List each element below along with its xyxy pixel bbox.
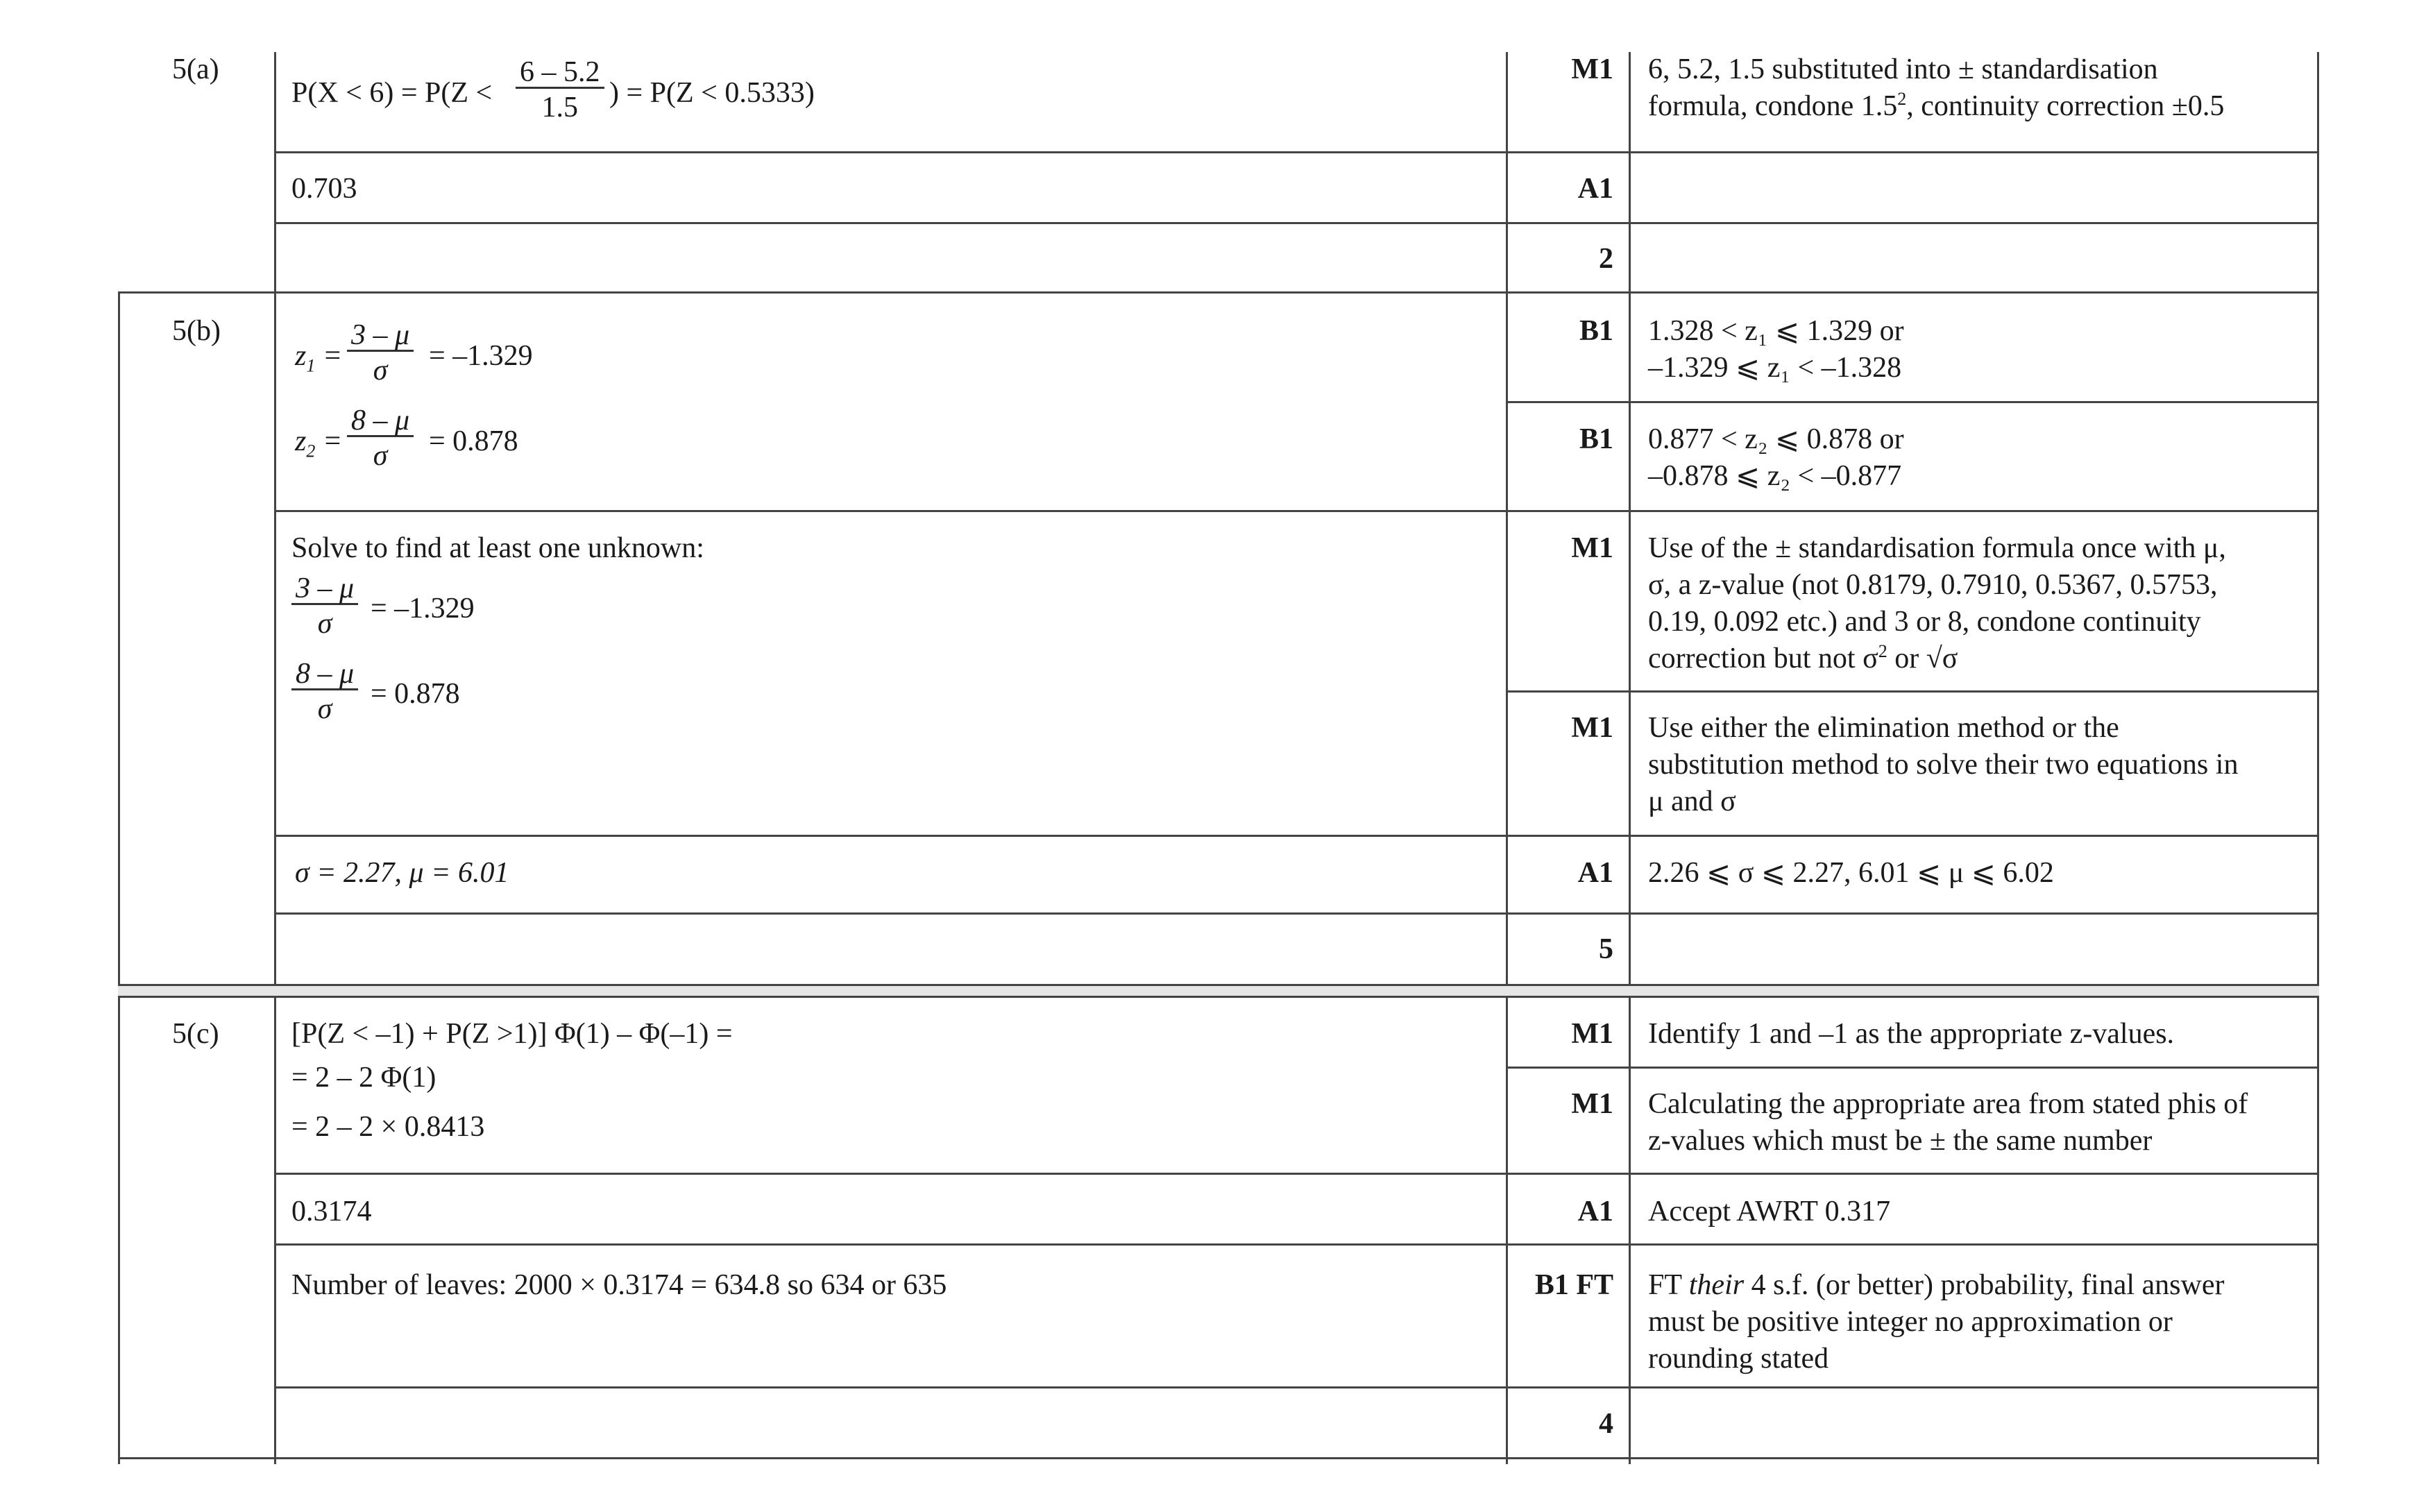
mark-code: A1 <box>1577 857 1613 889</box>
mark-code: M1 <box>1571 532 1613 564</box>
guidance-line: Identify 1 and –1 as the appropriate z-values. <box>1648 1018 2175 1050</box>
equation2-fraction <box>291 659 358 724</box>
z-symbol: z <box>295 425 307 457</box>
fraction-denominator: 1.5 <box>541 92 578 124</box>
guidance-line <box>1648 1267 2224 1304</box>
z1-label: $z_1$ = <box>295 340 343 376</box>
row-divider <box>1506 1067 2319 1069</box>
guidance-line: 0.19, 0.092 etc.) and 3 or 8, condone continuity <box>1648 606 2201 638</box>
row-divider <box>274 222 2319 224</box>
fraction-denominator: σ <box>373 355 388 387</box>
fraction-numerator: 6 – 5.2 <box>516 58 604 89</box>
total-marks: 4 <box>1599 1408 1613 1440</box>
row-divider <box>274 510 2319 512</box>
guidance-text: correction but not σ <box>1648 643 1878 674</box>
guidance-text: FT <box>1648 1269 1689 1301</box>
table-border-right <box>2317 52 2319 1464</box>
guidance-line: z-values which must be ± the same number <box>1648 1125 2153 1157</box>
guidance-line: must be positive integer no approximation or <box>1648 1306 2173 1338</box>
working-line: [P(Z < –1) + P(Z >1)] Φ(1) – Φ(–1) = <box>291 1018 733 1050</box>
mark-code: M1 <box>1571 1088 1613 1120</box>
mark-code: A1 <box>1577 173 1613 205</box>
z2-fraction <box>347 406 414 470</box>
final-answer: σ = 2.27, μ = 6.01 <box>295 857 509 889</box>
row-divider <box>274 912 2319 915</box>
guidance-text: , continuity correction ±0.5 <box>1906 90 2225 122</box>
fraction-numerator: 8 – μ <box>347 406 414 437</box>
row-divider <box>274 151 2319 153</box>
answer-value: 0.703 <box>291 173 357 205</box>
mark-code: M1 <box>1571 712 1613 744</box>
mark-code: A1 <box>1577 1196 1613 1228</box>
mark-code: B1 <box>1579 423 1613 455</box>
mark-code: B1 FT <box>1534 1269 1613 1301</box>
section-gap <box>118 986 2319 996</box>
guidance-line: –1.329 ⩽ z₁ < –1.328 <box>1648 352 1902 384</box>
guidance-line: 1.328 < z₁ ⩽ 1.329 or <box>1648 315 1904 347</box>
superscript: 2 <box>1878 641 1887 661</box>
table-border-left <box>118 291 120 1464</box>
superscript: 2 <box>1897 89 1907 109</box>
guidance-line: Use either the elimination method or the <box>1648 712 2119 744</box>
guidance-text: or √σ <box>1887 643 1958 674</box>
guidance-line: μ and σ <box>1648 785 1736 817</box>
fraction-denominator: σ <box>317 608 332 640</box>
row-divider <box>274 835 2319 837</box>
total-marks: 2 <box>1599 243 1613 275</box>
z2-value: = 0.878 <box>429 425 518 457</box>
mark-code: M1 <box>1571 1018 1613 1050</box>
mark-code: B1 <box>1579 315 1613 347</box>
z1-value: = –1.329 <box>429 340 533 372</box>
guidance-text: 4 s.f. (or better) probability, final answer <box>1744 1269 2225 1301</box>
guidance-line: 2.26 ⩽ σ ⩽ 2.27, 6.01 ⩽ μ ⩽ 6.02 <box>1648 857 2054 889</box>
guidance-line <box>1648 640 1958 677</box>
answer-value: 0.3174 <box>291 1196 372 1228</box>
row-divider <box>274 1386 2319 1388</box>
guidance-line: σ, a z-value (not 0.8179, 0.7910, 0.5367, 0.5753, <box>1648 569 2218 601</box>
answer-expression-prefix: P(X < 6) = P(Z < <box>291 77 493 109</box>
guidance-text-italic: their <box>1688 1269 1745 1301</box>
column-divider-marks <box>1629 52 1631 1464</box>
section-divider <box>118 291 2319 294</box>
subscript: 2 <box>306 441 316 461</box>
mark-code: M1 <box>1571 53 1613 85</box>
equation1-value: = –1.329 <box>371 593 475 625</box>
row-divider <box>1506 690 2319 693</box>
guidance-line: 6, 5.2, 1.5 substituted into ± standardisation <box>1648 53 2158 85</box>
row-divider <box>274 1243 2319 1246</box>
fraction-numerator: 8 – μ <box>291 659 358 690</box>
fraction-numerator: 3 – μ <box>291 574 358 605</box>
answer-fraction <box>516 58 604 122</box>
question-id: 5(b) <box>172 315 221 347</box>
guidance-line: Calculating the appropriate area from stated phis of <box>1648 1088 2248 1120</box>
fraction-denominator: σ <box>317 693 332 725</box>
answer-expression-suffix: ) = P(Z < 0.5333) <box>609 77 815 109</box>
guidance-line: Use of the ± standardisation formula once with μ, <box>1648 532 2226 564</box>
question-id: 5(a) <box>172 53 219 85</box>
column-divider-answer <box>1506 52 1508 1464</box>
fraction-numerator: 3 – μ <box>347 321 414 352</box>
guidance-text: formula, condone 1.5 <box>1648 90 1898 122</box>
table-border-bottom <box>118 1457 2319 1459</box>
equation2-value: = 0.878 <box>371 678 460 710</box>
equation1-fraction <box>291 574 358 638</box>
total-marks: 5 <box>1599 933 1613 965</box>
guidance-line <box>1648 88 2224 125</box>
guidance-line: Accept AWRT 0.317 <box>1648 1196 1891 1228</box>
section-divider <box>118 996 2319 998</box>
subscript: 1 <box>306 355 316 376</box>
fraction-denominator: σ <box>373 440 388 472</box>
row-divider <box>274 1173 2319 1175</box>
working-line: = 2 – 2 Φ(1) <box>291 1062 436 1094</box>
answer-value: Number of leaves: 2000 × 0.3174 = 634.8 so 634 or 635 <box>291 1269 947 1301</box>
guidance-line: 0.877 < z₂ ⩽ 0.878 or <box>1648 423 1904 455</box>
z2-label: $z_2$ = <box>295 425 343 461</box>
question-id: 5(c) <box>172 1018 219 1050</box>
guidance-line: –0.878 ⩽ z₂ < –0.877 <box>1648 460 1902 492</box>
z1-fraction <box>347 321 414 385</box>
guidance-line: rounding stated <box>1648 1343 1829 1375</box>
guidance-line: substitution method to solve their two equations in <box>1648 749 2239 781</box>
column-divider-question <box>274 52 276 1464</box>
row-divider <box>1506 401 2319 403</box>
solve-instruction: Solve to find at least one unknown: <box>291 532 704 564</box>
z-symbol: z <box>295 340 307 372</box>
working-line: = 2 – 2 × 0.8413 <box>291 1111 485 1143</box>
